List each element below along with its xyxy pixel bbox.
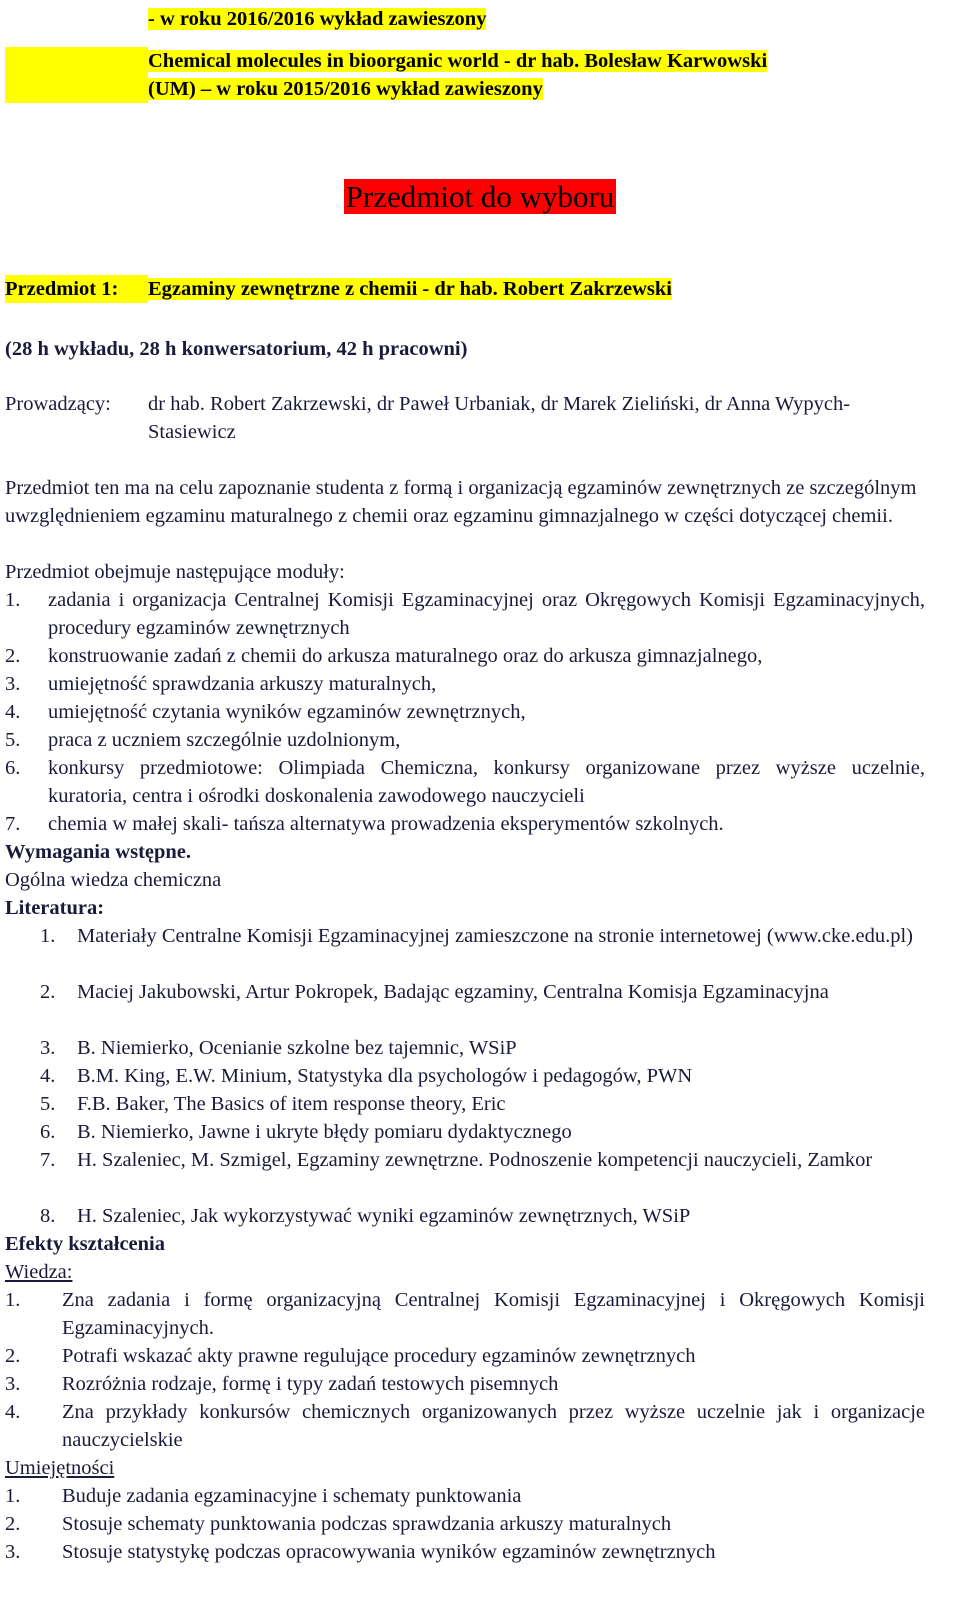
list-item: 6. konkursy przedmiotowe: Olimpiada Chemiczna, konkursy organizowane przez wyższe uczelnie, kuratoria, centra i ośrodki doskonalenia zawodowego nauczycieli [5,757,925,807]
list-item: 8. H. Szaleniec, Jak wykorzystywać wyniki egzaminów zewnętrznych, WSiP [40,1205,691,1227]
list-item: 7. chemia w małej skali- tańsza alternatywa prowadzenia eksperymentów szkolnych. [5,813,724,835]
requirements-text: Ogólna wiedza chemiczna [5,869,222,891]
modules-intro: Przedmiot obejmuje następujące moduły: [5,561,345,583]
subject-hours: (28 h wykładu, 28 h konwersatorium, 42 h pracowni) [5,338,468,360]
teachers [5,390,925,446]
lecture-note: - w roku 2016/2016 wykład zawieszony [148,8,487,30]
list-item: 1. Buduje zadania egzaminacyjne i schematy punktowania [5,1485,522,1507]
lecture-10-title: Chemical molecules in bioorganic world - dr hab. Bolesław Karwowski [148,50,768,72]
literature-heading: Literatura: [5,897,105,919]
list-item: 1. Zna zadania i formę organizacyjną Centralnej Komisji Egzaminacyjnej i Okręgowych Komisji Egzaminacyjnych. [5,1289,925,1339]
skills-label: Umiejętności [5,1457,115,1479]
subject-label: Przedmiot 1: [5,275,148,303]
requirements-heading: Wymagania wstępne. [5,841,192,863]
knowledge-label: Wiedza: [5,1261,73,1283]
list-item: 7. H. Szaleniec, M. Szmigel, Egzaminy zewnętrzne. Podnoszenie kompetencji nauczycieli, Zamkor [40,1149,873,1171]
lecture-10-status: (UM) – w roku 2015/2016 wykład zawieszony [148,78,543,100]
list-item: 3. Rozróżnia rodzaje, formę i typy zadań testowych pisemnych [5,1373,559,1395]
list-item: 6. B. Niemierko, Jawne i ukryte błędy pomiaru dydaktycznego [40,1121,572,1143]
list-item: 3. umiejętność sprawdzania arkuszy maturalnych, [5,673,437,695]
list-item: 1. Materiały Centralne Komisji Egzaminacyjnej zamieszczone na stronie internetowej (www.cke.edu.pl) [40,925,914,947]
subject-heading [5,275,925,303]
subject-description: Przedmiot ten ma na celu zapoznanie studenta z formą i organizacją egzaminów zewnętrznych ze szczególnym uwzględnieniem egzaminu maturalnego z chemii oraz egzaminu gimnazjalnego w części dotyczącej chemii. [5,477,917,527]
list-item: 2. konstruowanie zadań z chemii do arkusza maturalnego oraz do arkusza gimnazjalnego, [5,645,763,667]
list-item: 3. B. Niemierko, Ocenianie szkolne bez tajemnic, WSiP [40,1037,517,1059]
outcomes-heading: Efekty kształcenia [5,1233,165,1255]
list-item: 4. Zna przykłady konkursów chemicznych organizowanych przez wyższe uczelnie jak i organizacje nauczycielskie [5,1401,925,1451]
list-item: 2. Maciej Jakubowski, Artur Pokropek, Badając egzaminy, Centralna Komisja Egzaminacyjna [40,981,829,1003]
teachers-list: dr hab. Robert Zakrzewski, dr Paweł Urbaniak, dr Marek Zieliński, dr Anna Wypych-Stasiewicz [148,393,851,443]
list-item: 2. Potrafi wskazać akty prawne regulujące procedury egzaminów zewnętrznych [5,1345,696,1367]
list-item: 4. B.M. King, E.W. Minium, Statystyka dla psychologów i pedagogów, PWN [40,1065,693,1087]
highlight-band [5,47,148,103]
list-item: 3. Stosuje statystykę podczas opracowywania wyników egzaminów zewnętrznych [5,1541,716,1563]
subject-name: Egzaminy zewnętrzne z chemii - dr hab. Robert Zakrzewski [148,278,673,300]
section-title: Przedmiot do wyboru [345,179,615,214]
list-item: 5. praca z uczniem szczególnie uzdolnionym, [5,729,401,751]
list-item: 1. zadania i organizacja Centralnej Komisji Egzaminacyjnej oraz Okręgowych Komisji Egzaminacyjnych, procedury egzaminów zewnętrznych [5,589,925,639]
list-item: 2. Stosuje schematy punktowania podczas sprawdzania arkuszy maturalnych [5,1513,672,1535]
teachers-label: Prowadzący: [5,393,111,415]
list-item: 5. F.B. Baker, The Basics of item response theory, Eric [40,1093,506,1115]
list-item: 4. umiejętność czytania wyników egzaminów zewnętrznych, [5,701,526,723]
